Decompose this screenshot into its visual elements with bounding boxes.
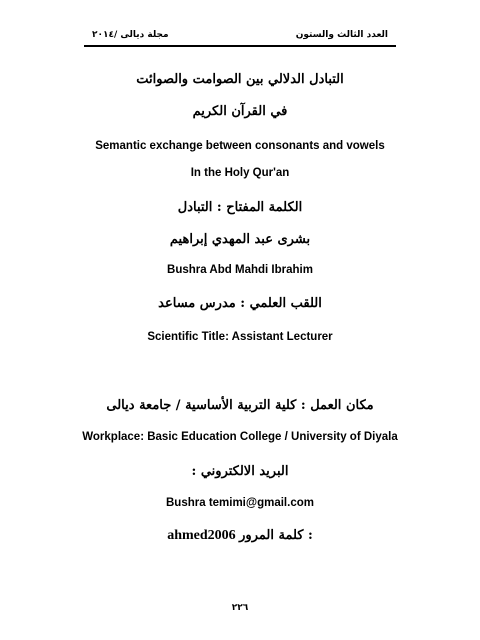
workplace-english: Workplace: Basic Education College / University of Diyala xyxy=(82,431,398,443)
header-divider xyxy=(84,45,396,47)
title-english-line-1: Semantic exchange between consonants and vowels xyxy=(95,140,385,152)
page-number: ٢٢٦ xyxy=(231,603,249,613)
password-label-arabic: كلمة المرور : xyxy=(239,528,313,543)
title-arabic-line-1: التبادل الدلالي بين الصوامت والصوائت xyxy=(136,72,344,87)
password-line xyxy=(40,528,440,544)
scientific-title-arabic: اللقب العلمي : مدرس مساعد xyxy=(158,296,322,311)
author-name-arabic: بشرى عبد المهدي إبراهيم xyxy=(169,232,311,247)
password-value: ahmed2006 xyxy=(167,528,236,543)
email-address: Bushra temimi@gmail.com xyxy=(166,497,314,509)
title-english-line-2: In the Holy Qur'an xyxy=(190,167,290,179)
issue-number: العدد الثالث والستون xyxy=(295,30,388,40)
journal-header xyxy=(84,30,396,46)
workplace-arabic: مكان العمل : كلية التربية الأساسية / جامعة ديالى xyxy=(106,398,374,413)
keyword-arabic: الكلمة المفتاح : التبادل xyxy=(177,200,303,215)
journal-name: مجلة ديالى /٢٠١٤ xyxy=(92,30,169,40)
title-arabic-line-2: في القرآن الكريم xyxy=(192,104,288,119)
scientific-title-english: Scientific Title: Assistant Lecturer xyxy=(147,331,333,343)
author-name-english: Bushra Abd Mahdi Ibrahim xyxy=(167,264,313,276)
email-label-arabic: البريد الالكتروني : xyxy=(191,464,289,479)
